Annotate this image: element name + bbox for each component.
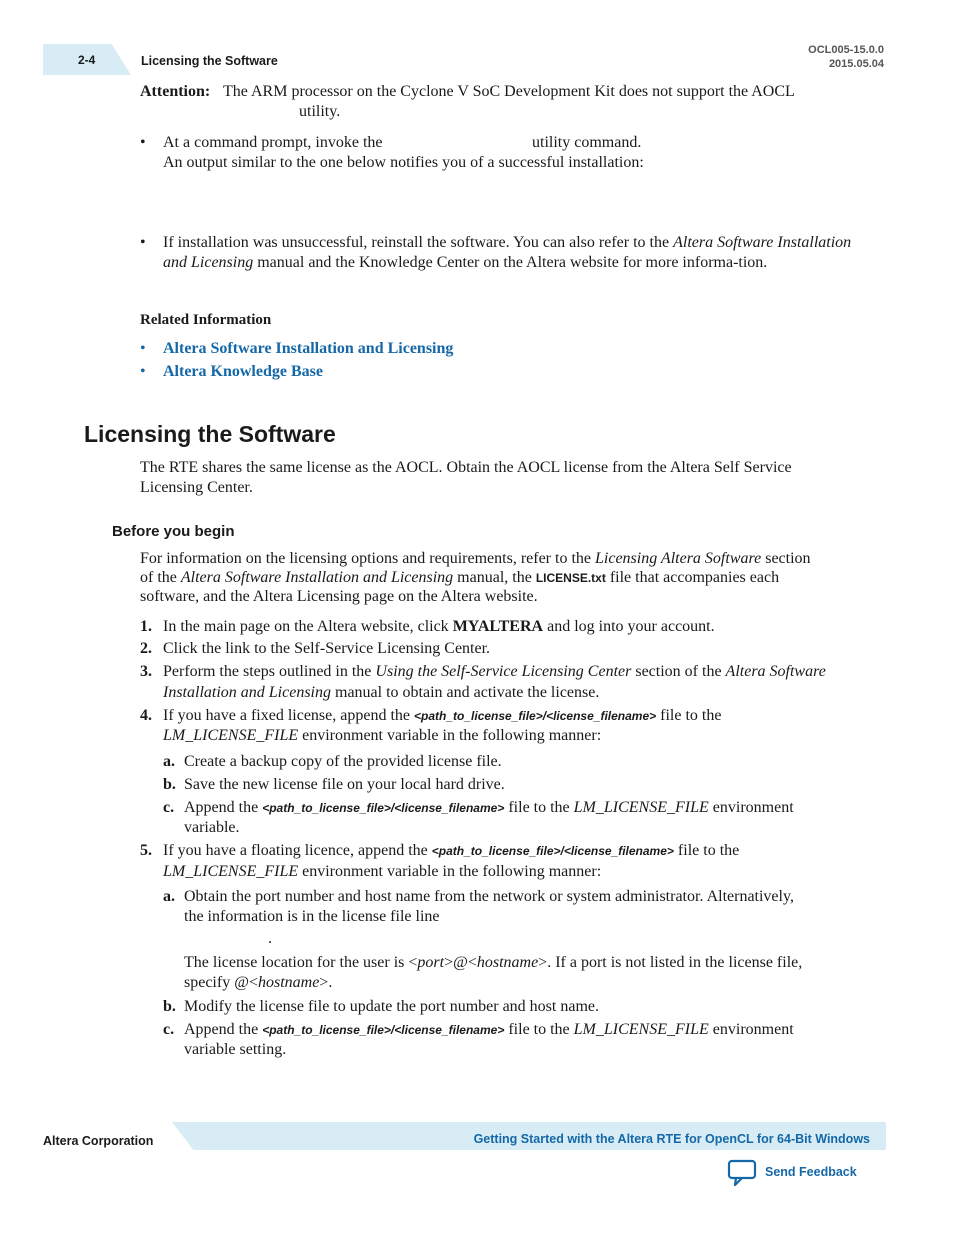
- license-txt-code: LICENSE.txt: [535, 571, 606, 585]
- before-heading: Before you begin: [112, 523, 235, 540]
- related-info-heading: Related Information: [140, 312, 272, 328]
- bullet-unsuccessful-b: manual and the Knowledge Center on the Altera website for more informa-tion.: [253, 254, 768, 271]
- link-installation-licensing[interactable]: Altera Software Installation and Licensing: [163, 340, 454, 357]
- attention-text-1: The ARM processor on the Cyclone V SoC Development Kit does not support the AOCL: [223, 83, 795, 100]
- bullet-invoke: [163, 133, 863, 153]
- step-5a-line-1: Obtain the port number and host name from the network or system administrator. Alternatively,: [184, 888, 794, 905]
- step-4b: Save the new license file on your local hard drive.: [184, 776, 505, 793]
- feedback-icon[interactable]: [727, 1159, 757, 1187]
- step-4c-a: Append the: [184, 799, 263, 816]
- footer-doc-title-link[interactable]: Getting Started with the Altera RTE for OpenCL for 64-Bit Windows: [473, 1132, 870, 1146]
- step-3-c: manual to obtain and activate the license.: [331, 684, 600, 701]
- bullet-dot: •: [140, 340, 146, 357]
- bullet-unsuccessful-a: If installation was unsuccessful, reinstall the software. You can also refer to the: [163, 234, 674, 251]
- env-var: LM_LICENSE_FILE: [573, 799, 709, 816]
- step-3-line-2: [163, 683, 863, 703]
- before-p1-b: section: [761, 550, 811, 567]
- step-number: 2.: [140, 640, 152, 657]
- step-4c-line-1: [184, 798, 864, 818]
- bullet-invoke-output: An output similar to the one below notifies you of a successful installation:: [163, 154, 644, 171]
- step-5a-dot: .: [268, 930, 272, 947]
- step-4-a: If you have a fixed license, append the: [163, 707, 415, 724]
- before-p1-italic: Licensing Altera Software: [595, 550, 762, 567]
- step-number: 5.: [140, 842, 152, 859]
- step-5c-b: file to the: [504, 1021, 574, 1038]
- step-3-italic-1: Using the Self-Service Licensing Center: [375, 663, 632, 680]
- step-5a-line-4: [184, 973, 864, 993]
- step-3-line-1: [163, 662, 863, 682]
- step-4c-b: file to the: [504, 799, 574, 816]
- step-5-c: environment variable in the following manner:: [298, 863, 602, 880]
- before-p-1: [140, 549, 865, 569]
- before-p1-a: For information on the licensing options and requirements, refer to the: [140, 550, 595, 567]
- step-5-b: file to the: [673, 842, 740, 859]
- path-code: <path_to_license_file>/<license_filename>: [262, 1023, 505, 1037]
- step-5a-3b: >@<: [444, 954, 477, 971]
- path-code: <path_to_license_file>/<license_filename>: [431, 844, 674, 858]
- attention-text-2: utility.: [299, 103, 341, 120]
- section-intro-2: Licensing Center.: [140, 479, 253, 496]
- bullet-invoke-text-b: utility command.: [532, 134, 642, 151]
- step-number: 1.: [140, 618, 152, 635]
- step-3-italic-2: Altera Software: [725, 663, 826, 680]
- before-p2-a: of the: [140, 569, 181, 586]
- footer-company: Altera Corporation: [43, 1134, 154, 1148]
- hostname-placeholder: hostname: [476, 954, 539, 971]
- port-placeholder: port: [417, 954, 445, 971]
- step-4c-c: environment: [708, 799, 794, 816]
- bullet-unsuccessful: [163, 233, 863, 273]
- substep-label: c.: [163, 1021, 175, 1038]
- bullet-dot: •: [140, 234, 146, 251]
- step-5a-line-2: the information is in the license file line: [184, 908, 440, 925]
- myaltera-label: MYALTERA: [452, 618, 544, 635]
- env-var: LM_LICENSE_FILE: [573, 1021, 709, 1038]
- step-3-b: section of the: [631, 663, 726, 680]
- step-4-c: environment variable in the following manner:: [298, 727, 602, 744]
- attention-note: [140, 82, 865, 102]
- path-code: <path_to_license_file>/<license_filename>: [262, 801, 505, 815]
- step-5a-4b: >.: [319, 974, 333, 991]
- step-5c-a: Append the: [184, 1021, 263, 1038]
- step-5a-line-3: [184, 953, 864, 973]
- step-1-c: and log into your account.: [543, 618, 715, 635]
- step-5a-4a: specify @<: [184, 974, 258, 991]
- substep-label: b.: [163, 776, 176, 793]
- step-4a: Create a backup copy of the provided license file.: [184, 753, 502, 770]
- step-5b: Modify the license file to update the port number and host name.: [184, 998, 599, 1015]
- env-var: LM_LICENSE_FILE: [163, 863, 299, 880]
- doc-id: OCL005-15.0.0: [808, 44, 884, 56]
- step-1-a: In the main page on the Altera website, click: [163, 618, 453, 635]
- step-5a-3a: The license location for the user is <: [184, 954, 418, 971]
- bullet-dot: •: [140, 363, 146, 380]
- step-3-italic-3: Installation and Licensing: [163, 684, 331, 701]
- step-5c-line-2: variable setting.: [184, 1041, 287, 1058]
- substep-label: a.: [163, 753, 175, 770]
- header-section-title: Licensing the Software: [141, 54, 278, 68]
- send-feedback-link[interactable]: Send Feedback: [765, 1165, 857, 1179]
- step-2: Click the link to the Self-Service Licensing Center.: [163, 640, 491, 657]
- step-number: 3.: [140, 663, 152, 680]
- substep-label: b.: [163, 998, 176, 1015]
- step-1: [163, 617, 863, 637]
- step-4-line-2: [163, 726, 863, 746]
- hostname-placeholder: hostname: [257, 974, 320, 991]
- header-doc-info: [808, 43, 884, 71]
- section-title: Licensing the Software: [84, 421, 336, 447]
- substep-label: a.: [163, 888, 175, 905]
- step-number: 4.: [140, 707, 152, 724]
- path-code: <path_to_license_file>/<license_filename>: [414, 709, 657, 723]
- doc-date: 2015.05.04: [828, 58, 884, 70]
- before-p2-b: manual, the: [453, 569, 536, 586]
- page-number: 2-4: [78, 53, 96, 67]
- before-p2-italic: Altera Software Installation and Licensing: [180, 569, 454, 586]
- bullet-dot: •: [140, 134, 146, 151]
- step-4c-line-2: variable.: [184, 819, 240, 836]
- step-5a-3c: >. If a port is not listed in the license file,: [538, 954, 803, 971]
- step-5-line-2: [163, 862, 863, 882]
- attention-label: Attention:: [140, 83, 211, 100]
- step-4-b: file to the: [656, 707, 722, 724]
- env-var: LM_LICENSE_FILE: [163, 727, 299, 744]
- step-5-line-1: [163, 841, 863, 861]
- link-knowledge-base[interactable]: Altera Knowledge Base: [163, 363, 323, 380]
- before-p-3: software, and the Altera Licensing page on the Altera website.: [140, 588, 538, 605]
- step-3-a: Perform the steps outlined in the: [163, 663, 376, 680]
- before-p-2: [140, 568, 865, 588]
- bullet-invoke-text-a: At a command prompt, invoke the: [163, 134, 383, 151]
- substep-label: c.: [163, 799, 175, 816]
- before-p2-c: file that accompanies each: [605, 569, 780, 586]
- step-5c-c: environment: [708, 1021, 794, 1038]
- step-5c-line-1: [184, 1020, 864, 1040]
- section-intro-1: The RTE shares the same license as the AOCL. Obtain the AOCL license from the Altera Self Service: [140, 459, 792, 476]
- step-4-line-1: [163, 706, 863, 726]
- step-5-a: If you have a floating licence, append the: [163, 842, 432, 859]
- bullet-unsuccessful-italic: Altera Software Installation and Licensing: [163, 234, 852, 271]
